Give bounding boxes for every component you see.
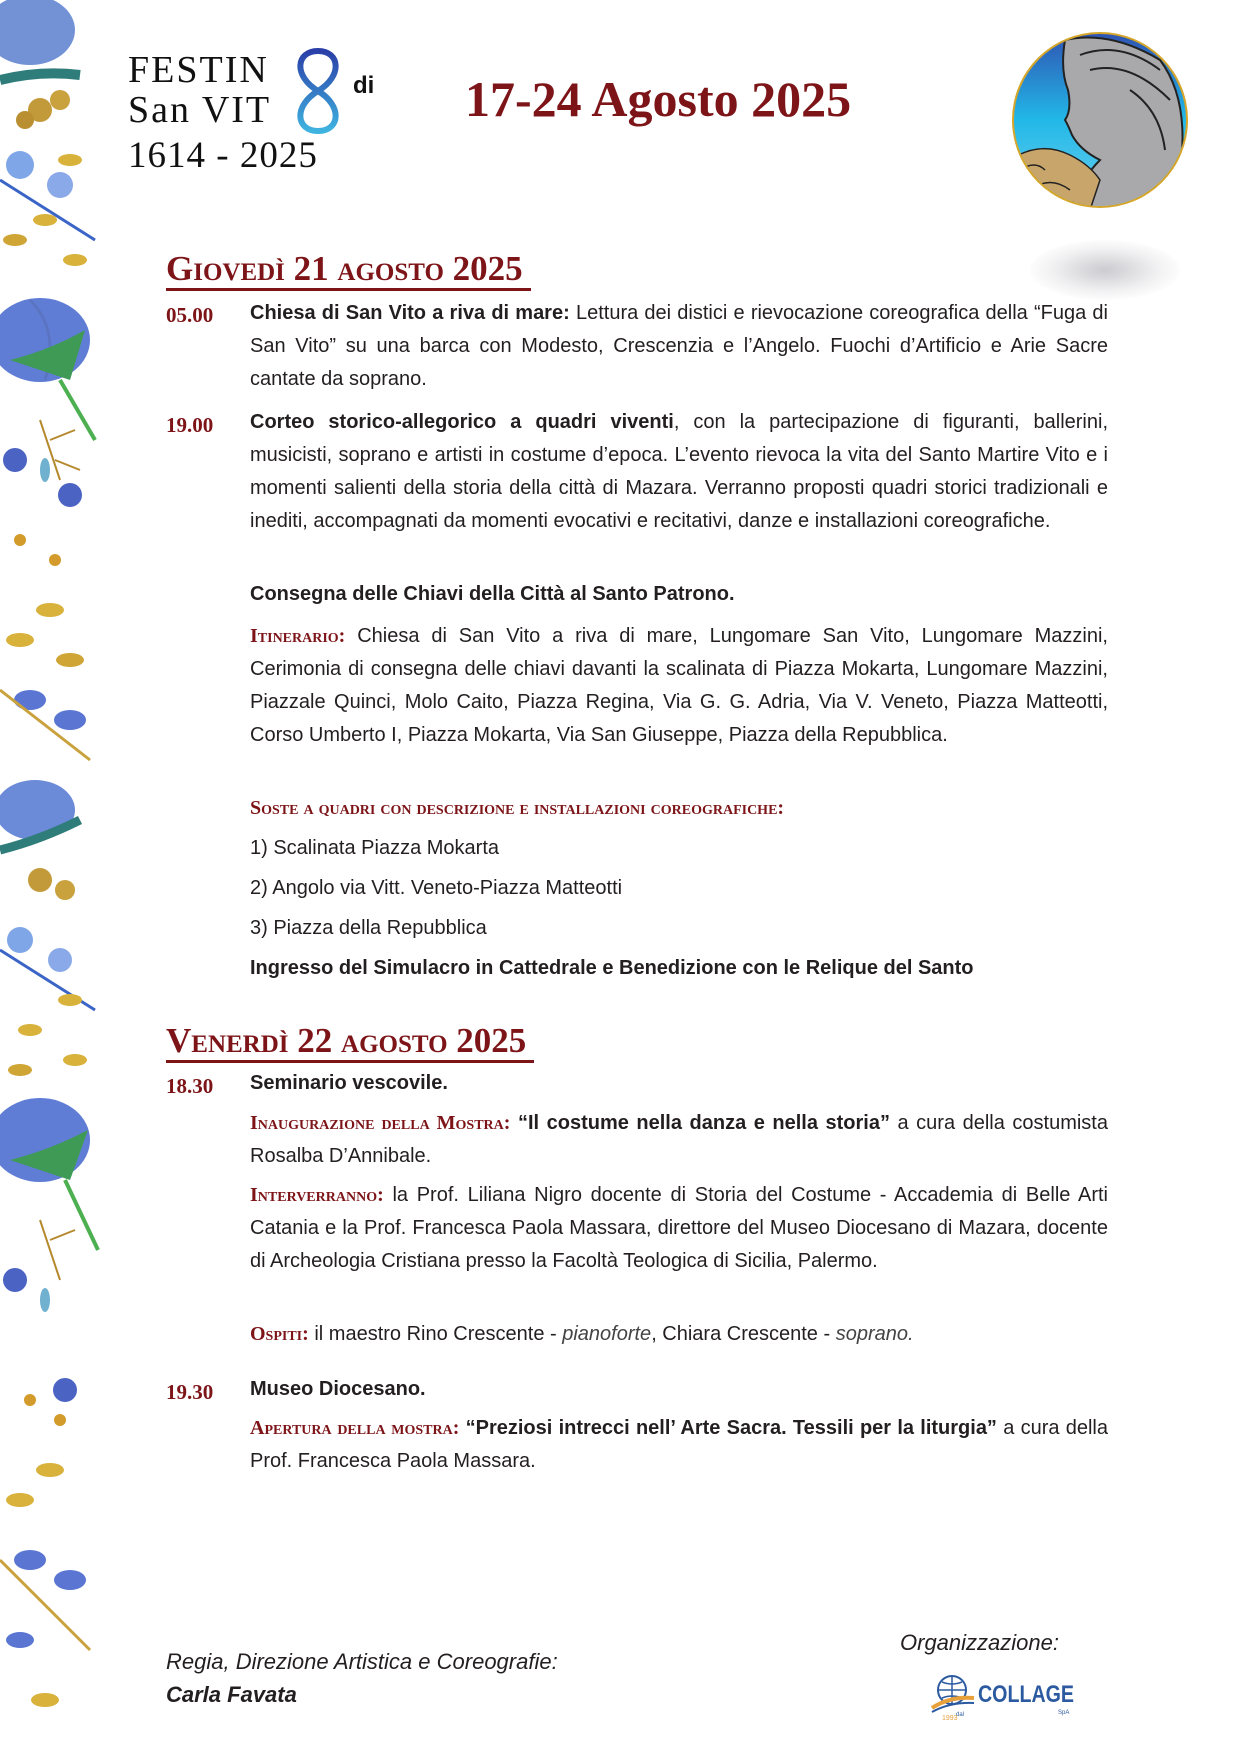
collage-logo xyxy=(930,1670,1080,1720)
ingresso-text: Ingresso del Simulacro in Cattedrale e Benedizione con le Relique del Santo xyxy=(250,957,974,979)
organizzazione-label: Organizzazione: xyxy=(900,1630,1059,1655)
collage-spa: SpA xyxy=(1058,1710,1070,1716)
day-heading-thursday: Giovedì 21 agosto 2025 xyxy=(166,250,531,291)
event-time: 19.30 xyxy=(166,1380,214,1404)
interverranno-text: la Prof. Liliana Nigro docente di Storia del Costume - Accademia di Belle Arti Catania e la Prof. Francesca Paola Massara, direttore del Museo Diocesano di Mazara, docente di Archeologia Cristiana presso la Facoltà Teologica di Sicilia, Palermo. xyxy=(250,1184,1108,1272)
event-time: 19.00 xyxy=(166,413,214,437)
event-title: Seminario vescovile. xyxy=(250,1072,448,1094)
event-description xyxy=(250,297,1108,396)
soste-heading xyxy=(250,792,1108,825)
floral-pattern xyxy=(0,0,98,1707)
ospiti xyxy=(250,1318,1108,1351)
apertura-mostra xyxy=(250,1412,1108,1478)
soste-label: Soste a quadri con descrizione e installazioni coreografiche: xyxy=(250,797,785,819)
interverranno xyxy=(250,1179,1108,1278)
collage-dal: dal xyxy=(956,1712,965,1718)
inaugurazione-mostra xyxy=(250,1107,1108,1173)
inaugurazione-label: Inaugurazione della Mostra: xyxy=(250,1112,511,1134)
logo-di: di xyxy=(353,72,375,99)
itinerario-label: Itinerario: xyxy=(250,625,346,647)
ospiti-voice: soprano. xyxy=(835,1323,914,1345)
floral-border-decoration xyxy=(0,0,100,1754)
event-time: 18.30 xyxy=(166,1074,214,1098)
ospiti-text: il maestro Rino Crescente - xyxy=(308,1323,563,1345)
san-vito-medallion-image xyxy=(1010,30,1190,210)
ospiti-label: Ospiti: xyxy=(250,1323,309,1345)
inaugurazione-text: a cura della costumista Rosalba D’Annibale. xyxy=(250,1112,1108,1167)
soste-item: 2) Angolo via Vitt. Veneto-Piazza Matteotti xyxy=(250,877,623,899)
apertura-text: a cura della Prof. Francesca Paola Massara. xyxy=(250,1417,1108,1472)
apertura-label: Apertura della mostra: xyxy=(250,1417,460,1439)
collage-name: COLLAGE xyxy=(978,1681,1074,1708)
consegna-text: Consegna delle Chiavi della Città al Santo Patrono. xyxy=(250,583,735,605)
ospiti-instrument: pianoforte xyxy=(562,1323,652,1345)
event-title: Chiesa di San Vito a riva di mare: xyxy=(250,302,570,324)
apertura-title: “Preziosi intrecci nell’ Arte Sacra. Tessili per la liturgia” xyxy=(459,1417,997,1439)
logo-line-san-vito: San VIT xyxy=(128,89,272,131)
event-title: Corteo storico-allegorico a quadri viventi xyxy=(250,411,674,433)
regia-label: Regia, Direzione Artistica e Coreografie: xyxy=(166,1649,558,1674)
itinerario-text: Chiesa di San Vito a riva di mare, Lungomare San Vito, Lungomare Mazzini, Cerimonia di consegna delle chiavi davanti la scalinata di Piazza Mokarta, Lungomare Mazzini, Piazzale Quinci, Molo Caito, Piazza Regina, Via G. G. Adria, Via V. Veneto, Piazza Matteotti, Corso Umberto I, Piazza Mokarta, Via San Giuseppe, Piazza della Repubblica. xyxy=(250,625,1108,746)
logo-line-festino: FESTIN xyxy=(128,49,269,91)
credits-regia xyxy=(166,1645,558,1711)
event-description xyxy=(250,1067,1108,1100)
page-title: 17-24 Agosto 2025 xyxy=(465,71,852,127)
festino-logo xyxy=(128,49,375,178)
day-heading-friday: Venerdì 22 agosto 2025 xyxy=(166,1022,534,1063)
event-text: Lettura dei distici e rievocazione coreografica della “Fuga di San Vito” su una barca con Modesto, Crescenzia e l’Angelo. Fuochi d’Artificio e Arie Sacre cantate da soprano. xyxy=(250,302,1108,390)
infinity-eight-icon xyxy=(288,46,348,136)
event-description xyxy=(250,1373,1108,1406)
ospiti-text: , Chiara Crescente - xyxy=(651,1323,836,1345)
interverranno-label: Interverranno: xyxy=(250,1184,384,1206)
event-time: 05.00 xyxy=(166,303,214,327)
itinerario xyxy=(250,620,1108,752)
consegna-chiavi xyxy=(250,578,1108,611)
logo-years: 1614 - 2025 xyxy=(128,135,318,176)
event-description xyxy=(250,406,1108,538)
regia-name: Carla Favata xyxy=(166,1682,297,1707)
ingresso-simulacro xyxy=(250,952,1108,985)
soste-item: 3) Piazza della Repubblica xyxy=(250,917,487,939)
soste-item: 1) Scalinata Piazza Mokarta xyxy=(250,837,500,859)
decorative-shadow xyxy=(1030,240,1180,300)
inaugurazione-title: “Il costume nella danza e nella storia” xyxy=(510,1112,890,1134)
event-title: Museo Diocesano. xyxy=(250,1378,426,1400)
collage-year: 1993 xyxy=(942,1715,958,1722)
event-text: , con la partecipazione di figuranti, ballerini, musicisti, soprano e artisti in costume d’epoca. L’evento rievoca la vita del Santo Martire Vito e i momenti salienti della storia della città di Mazara. Verranno proposti quadri storici tradizionali e inediti, accompagnati da momenti evocativi e recitativi, danze e installazioni coreografiche. xyxy=(250,411,1108,532)
